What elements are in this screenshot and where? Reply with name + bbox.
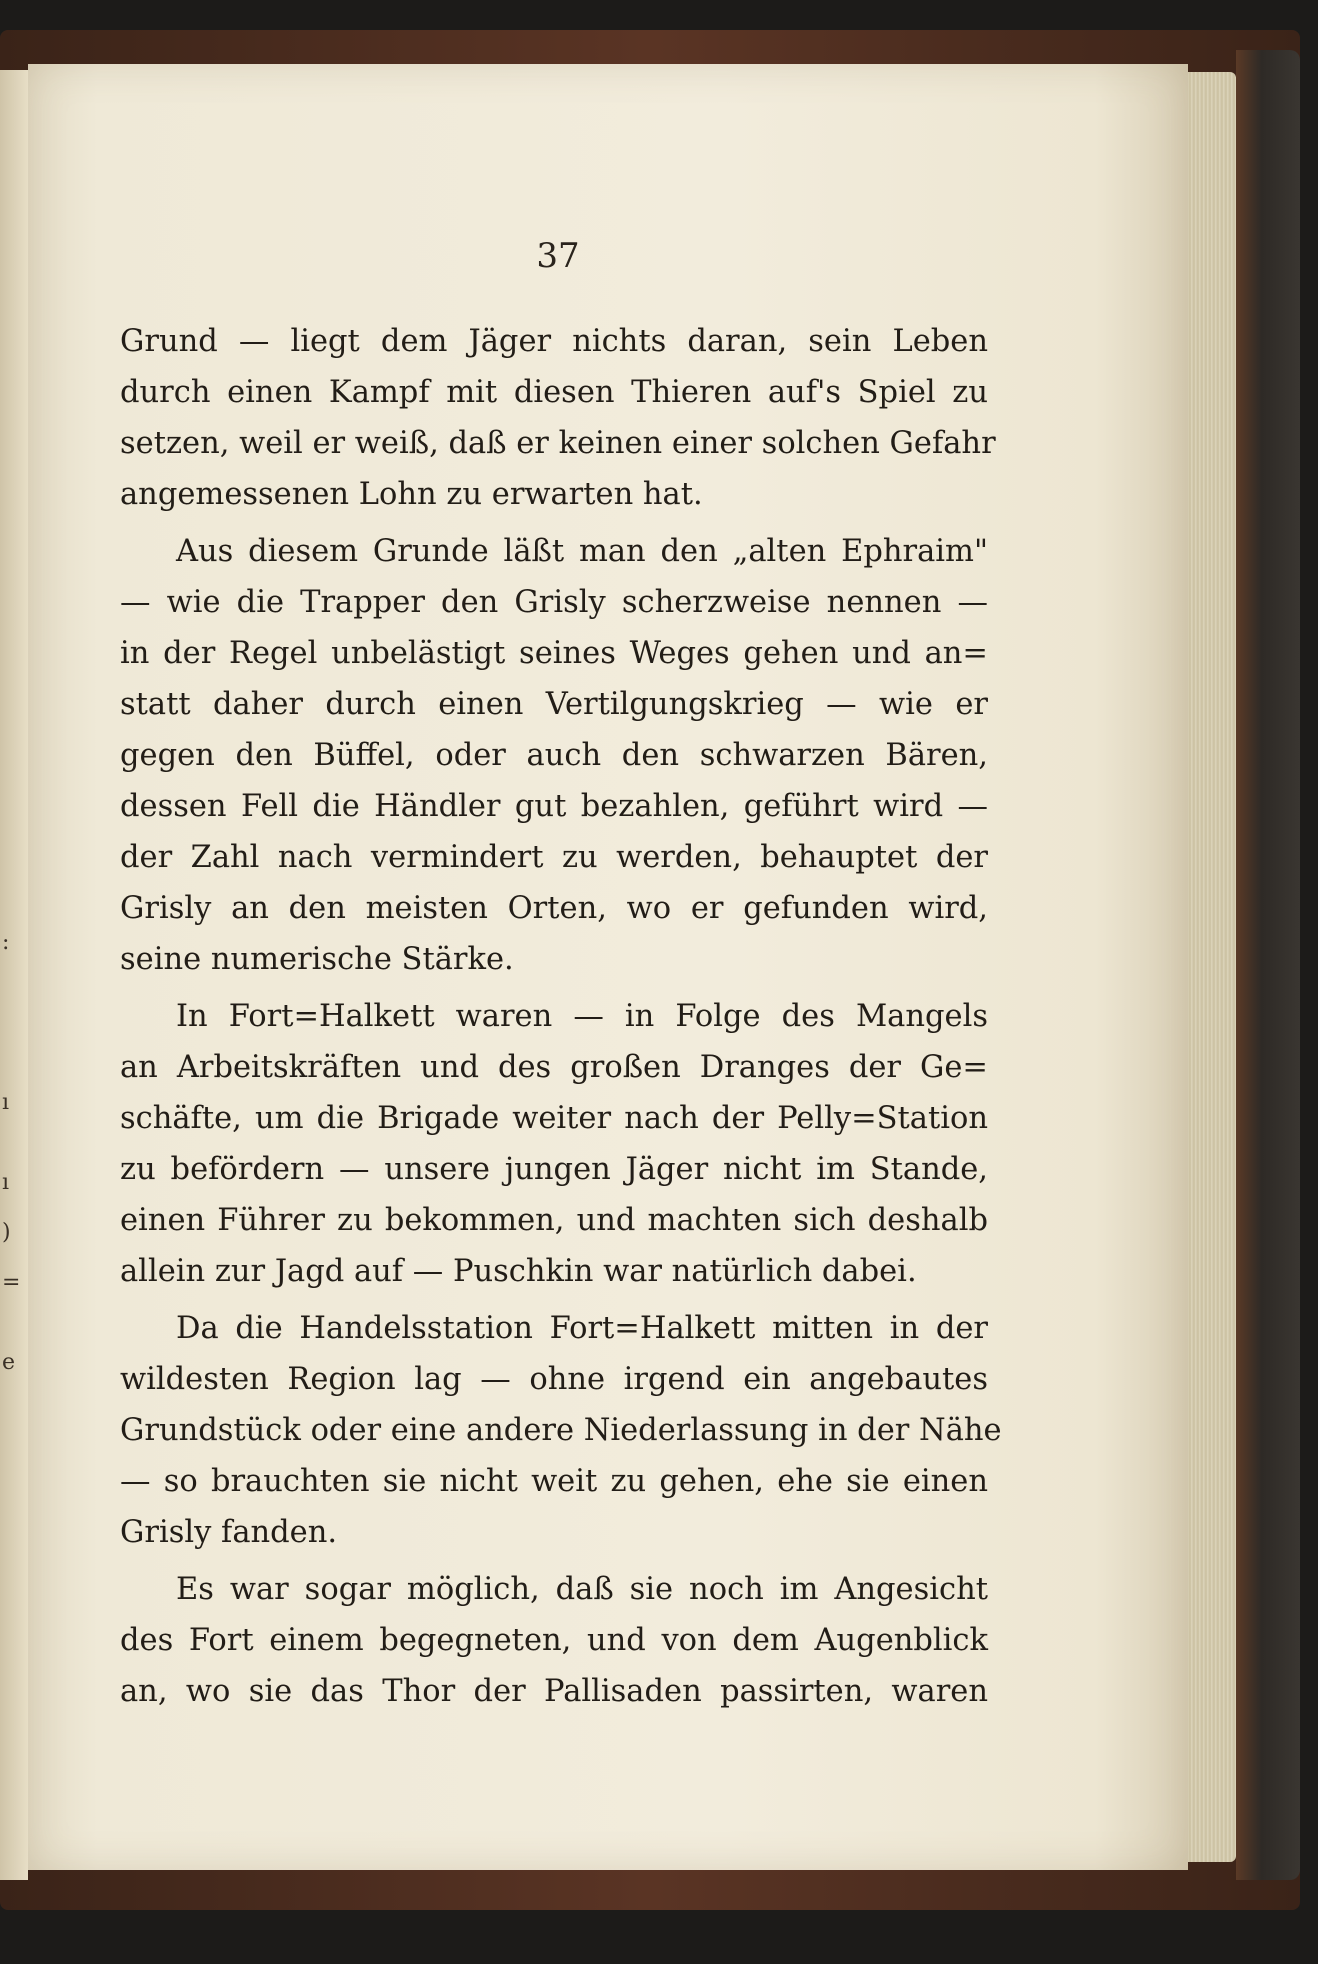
paragraph-4 [120,1303,1002,1558]
text-line: in der Regel unbelästigt seines Weges gehen und an= [120,636,988,671]
facing-page-edge [0,70,28,1880]
text-line: Aus diesem Grunde läßt man den „alten Ephraim" [176,534,988,569]
text-line: Grisly fanden. [120,1515,338,1550]
text-line: setzen, weil er weiß, daß er keinen einer solchen Gefahr [120,426,996,461]
book-page [28,64,1188,1870]
text-line: Es war sogar möglich, daß sie noch im Angesicht [176,1572,988,1607]
text-line: wildesten Region lag — ohne irgend ein angebautes [120,1362,988,1397]
facing-page-fragment: = [2,1270,21,1295]
book-cover-right [1236,50,1300,1880]
text-line: zu befördern — unsere jungen Jäger nicht im Stande, [120,1152,988,1187]
text-line: schäfte, um die Brigade weiter nach der Pelly=Station [120,1101,988,1136]
text-line: In Fort=Halkett waren — in Folge des Mangels [176,999,988,1034]
text-line: gegen den Büffel, oder auch den schwarzen Bären, [120,738,988,773]
text-line: angemessenen Lohn zu erwarten hat. [120,477,703,512]
text-line: allein zur Jagd auf — Puschkin war natürlich dabei. [120,1254,917,1289]
text-line: an Arbeitskräften und des großen Dranges der Ge= [120,1050,988,1085]
page-stack-edge [1188,72,1236,1862]
text-line: — so brauchten sie nicht weit zu gehen, ehe sie einen [120,1464,988,1499]
paragraph-3 [120,991,988,1297]
text-line: Da die Handelsstation Fort=Halkett mitten in der [176,1311,988,1346]
facing-page-fragment: ı [2,1170,10,1195]
paragraph-5 [120,1564,988,1717]
text-line: Grundstück oder eine andere Niederlassung in der Nähe [120,1413,1002,1448]
facing-page-fragment: ı [2,1090,10,1115]
text-line: seine numerische Stärke. [120,942,514,977]
text-line: Grund — liegt dem Jäger nichts daran, sein Leben [120,324,988,359]
text-line: des Fort einem begegneten, und von dem Augenblick [120,1623,988,1658]
text-line: dessen Fell die Händler gut bezahlen, geführt wird — [120,789,988,824]
text-line: an, wo sie das Thor der Pallisaden passirten, waren [120,1674,988,1709]
text-line: Grisly an den meisten Orten, wo er gefunden wird, [120,891,988,926]
text-line: der Zahl nach vermindert zu werden, behauptet der [120,840,988,875]
page-text [120,316,1002,1723]
facing-page-fragment: ) [2,1220,11,1245]
paragraph-2 [120,526,988,985]
page-number: 37 [536,236,580,276]
text-line: statt daher durch einen Vertilgungskrieg — wie er [120,687,988,722]
paragraph-1 [120,316,996,520]
facing-page-fragment: e [2,1350,16,1375]
text-line: durch einen Kampf mit diesen Thieren auf's Spiel zu [120,375,988,410]
text-line: einen Führer zu bekommen, und machten sich deshalb [120,1203,988,1238]
text-line: — wie die Trapper den Grisly scherzweise nennen — [120,585,988,620]
facing-page-fragment: : [2,930,10,955]
